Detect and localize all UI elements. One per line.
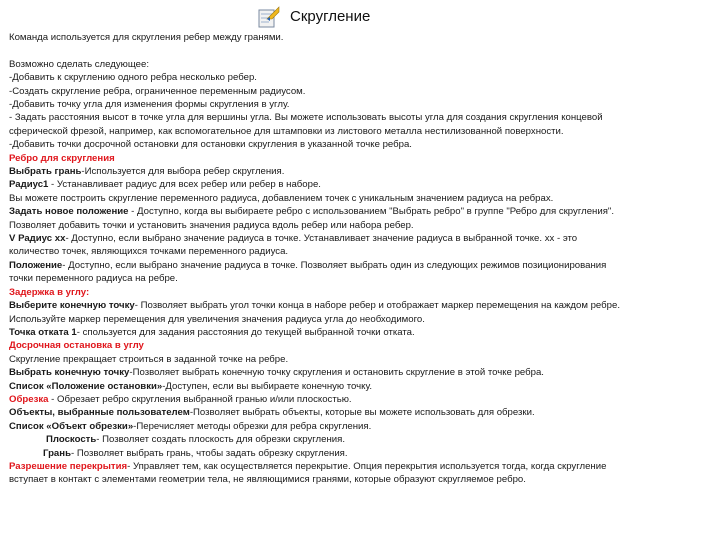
paragraph — [9, 259, 713, 272]
option-line: -Добавить точку угла для изменения формы скругления в углу. — [9, 99, 290, 111]
section-term-trim: Обрезка — [9, 393, 49, 405]
paragraph — [9, 165, 713, 178]
term: Список «Положение остановки» — [9, 380, 163, 392]
paragraph-indented — [9, 433, 713, 446]
definition: - Доступно, когда вы выбираете ребро с использованием "Выбрать ребро" в группе "Ребро для скругления". — [128, 206, 614, 218]
section-heading-early-stop: Досрочная остановка в углу — [9, 340, 144, 352]
paragraph — [9, 205, 713, 218]
definition: - Позволяет выбрать грань, чтобы задать обрезку скругления. — [70, 447, 348, 459]
term: Выбрать конечную точку — [9, 367, 130, 379]
paragraph — [9, 380, 713, 393]
options-heading: Возможно сделать следующее: — [9, 58, 149, 70]
definition: -Позволяет выбрать объекты, которые вы можете использовать для обрезки. — [189, 407, 535, 419]
paragraph: количество точек, являющихся точками переменного радиуса. — [9, 246, 289, 258]
definition: - Доступно, если выбрано значение радиуса в точке. Устанавливает значение радиуса в выбранной точке. xx - это — [65, 233, 578, 245]
paragraph — [9, 366, 713, 379]
definition: -Доступен, если вы выбираете конечную точку. — [162, 380, 372, 392]
paragraph — [9, 178, 713, 191]
term: Точка отката 1 — [9, 326, 77, 338]
section-heading-corner-setback: Задержка в углу: — [9, 286, 90, 298]
term: Задать новое положение — [9, 206, 129, 218]
document-body — [9, 31, 713, 487]
definition: - Доступно, если выбрано значение радиуса в точке. Позволяет выбрать один из следующих режимов позиционирования — [62, 259, 607, 271]
option-line: - Задать расстояния высот в точке угла для вершины угла. Вы можете использовать высоты угла для создания скругления концевой — [9, 112, 603, 124]
page-title: Скругление — [290, 8, 371, 25]
term: Грань — [43, 447, 71, 459]
intro-line: Команда используется для скругления ребер между гранями. — [9, 32, 284, 43]
definition: - Управляет тем, как осуществляется перекрытие. Опция перекрытия используется тогда, когда скругление — [127, 460, 607, 472]
term: Радиус1 — [9, 179, 49, 191]
definition: - спользуется для задания расстояния до текущей выбранной точки отката. — [76, 326, 415, 338]
definition: - Устанавливает радиус для всех ребер или ребер в наборе. — [48, 179, 321, 191]
paragraph — [9, 299, 713, 312]
term: Выберите конечную точку — [9, 300, 135, 312]
definition: -Используется для выбора ребер скругления. — [81, 166, 285, 178]
paragraph — [9, 406, 713, 419]
term: Положение — [9, 259, 63, 271]
term: V Радиус xx — [9, 233, 66, 245]
option-line: -Добавить к скруглению одного ребра несколько ребер. — [9, 72, 257, 84]
paragraph: вступает в контакт с элементами геометрии тела, не являющимися гранями, которые образуют скругляемое ребро. — [9, 474, 526, 486]
section-heading-fillet-edge: Ребро для скругления — [9, 152, 115, 164]
definition: -Перечисляет методы обрезки для ребра скругления. — [133, 420, 372, 432]
term: Объекты, выбранные пользователем — [9, 407, 190, 419]
spacer — [9, 44, 713, 57]
paragraph — [9, 460, 713, 473]
paragraph: Вы можете построить скругление переменного радиуса, добавлением точек с уникальным значением радиуса на ребрах. — [9, 192, 554, 204]
definition: - Позволяет выбрать угол точки конца в наборе ребер и отображает маркер перемещения на каждом ребре. — [134, 300, 620, 312]
definition: -Позволяет выбрать конечную точку скругления и остановить скругление в этой точке ребра. — [129, 367, 544, 379]
paragraph: Позволяет добавить точки и установить значения радиуса вдоль ребер или набора ребер. — [9, 219, 414, 231]
option-line-continued: сферической фрезой, например, как вспомогательное для штамповки из листового металла нестилизованной поверхности. — [9, 125, 564, 137]
paragraph: Используйте маркер перемещения для увеличения значения радиуса угла до необходимого. — [9, 313, 425, 325]
paragraph: Скругление прекращает строиться в заданной точке на ребре. — [9, 353, 289, 365]
definition: - Обрезает ребро скругления выбранной гранью и/или плоскостью. — [48, 393, 352, 405]
option-line: -Создать скругление ребра, ограниченное переменным радиусом. — [9, 85, 306, 97]
paragraph-indented — [9, 447, 713, 460]
term: Список «Объект обрезки» — [9, 420, 134, 432]
option-line: -Добавить точки досрочной остановки для остановки скругления в указанной точке ребра. — [9, 139, 412, 151]
paragraph — [9, 326, 713, 339]
section-term-overlap: Разрешение перекрытия — [9, 460, 128, 472]
paragraph — [9, 232, 713, 245]
paragraph — [9, 393, 713, 406]
slide-header — [0, 6, 720, 28]
term: Выбрать грань — [9, 166, 82, 178]
paragraph — [9, 420, 713, 433]
paragraph: точки переменного радиуса на ребре. — [9, 273, 178, 285]
solidworks-document-icon — [258, 6, 280, 28]
term: Плоскость — [46, 434, 97, 446]
definition: - Позволяет создать плоскость для обрезки скругления. — [96, 434, 346, 446]
